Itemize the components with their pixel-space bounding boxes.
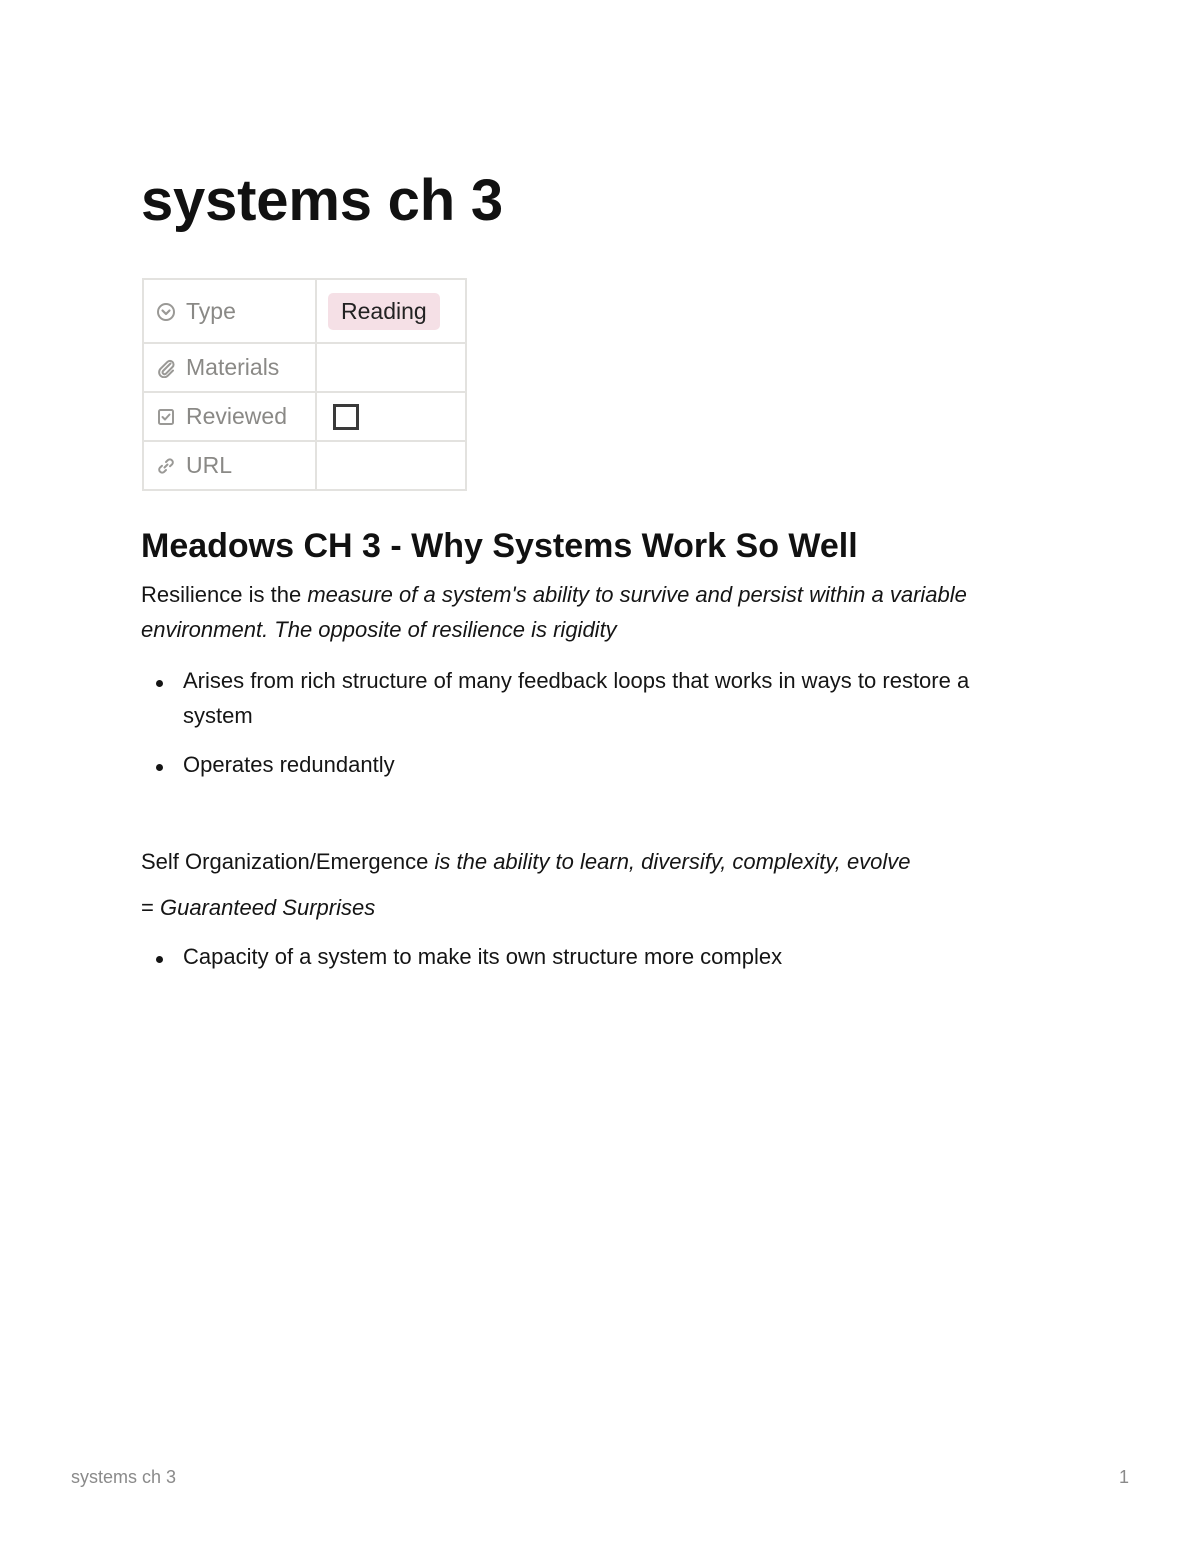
select-icon <box>156 302 176 322</box>
property-value-type[interactable] <box>316 279 466 343</box>
property-label-reviewed: Reviewed <box>186 403 287 429</box>
section-heading: Meadows CH 3 - Why Systems Work So Well <box>141 527 858 565</box>
property-label-materials: Materials <box>186 354 280 380</box>
footer-title: systems ch 3 <box>71 1467 177 1487</box>
property-key-reviewed <box>143 392 316 441</box>
self-organization-lead: Self Organization/Emergence <box>141 849 435 874</box>
bullet-dot <box>156 680 163 687</box>
property-row-url <box>143 441 466 490</box>
resilience-paragraph-line2 <box>141 612 617 647</box>
property-row-materials <box>143 343 466 392</box>
property-value-reviewed <box>316 392 466 441</box>
self-organization-definition: is the ability to learn, diversify, complexity, evolve <box>434 849 911 874</box>
checkbox-icon <box>156 407 176 427</box>
paperclip-icon <box>156 358 176 378</box>
guaranteed-surprises-text: Guaranteed Surprises <box>159 895 376 920</box>
type-tag[interactable]: Reading <box>328 293 440 330</box>
property-row-reviewed <box>143 392 466 441</box>
link-icon <box>156 456 176 476</box>
property-key-materials <box>143 343 316 392</box>
reviewed-checkbox[interactable] <box>333 404 359 430</box>
bullet-dot <box>156 764 163 771</box>
resilience-definition-part1: measure of a system's ability to survive and persist within a variable <box>307 582 967 607</box>
list-item: Arises from rich structure of many feedback loops that works in ways to restore a <box>183 668 970 693</box>
self-organization-paragraph <box>141 844 911 879</box>
properties-table <box>142 278 467 491</box>
resilience-paragraph-line1 <box>141 577 967 612</box>
property-key-url <box>143 441 316 490</box>
list-item: Capacity of a system to make its own structure more complex <box>183 944 783 969</box>
list-item: Operates redundantly <box>183 752 395 777</box>
property-label-type: Type <box>186 297 236 324</box>
guaranteed-surprises-paragraph <box>141 890 375 925</box>
bullet-dot <box>156 956 163 963</box>
resilience-lead: Resilience is the <box>141 582 308 607</box>
list-item-continuation: system <box>183 703 253 728</box>
property-value-url[interactable] <box>316 441 466 490</box>
property-value-materials[interactable] <box>316 343 466 392</box>
property-label-url: URL <box>186 452 233 478</box>
property-row-type <box>143 279 466 343</box>
guaranteed-lead: = <box>141 895 160 920</box>
resilience-definition-part2: environment. The opposite of resilience is rigidity <box>141 617 617 642</box>
property-key-type <box>143 279 316 343</box>
page-title: systems ch 3 <box>141 168 503 233</box>
page-number: 1 <box>1118 1467 1129 1487</box>
